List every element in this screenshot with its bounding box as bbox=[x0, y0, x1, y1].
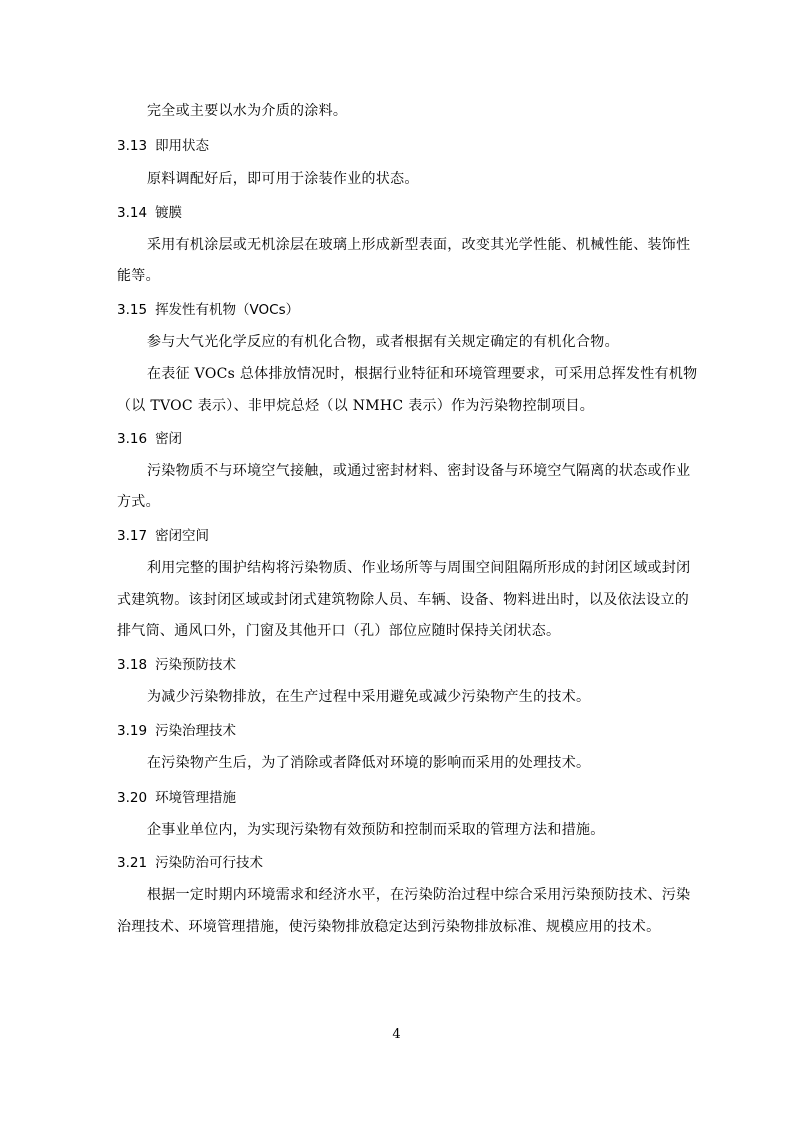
section-term: 污染防治可行技术 bbox=[155, 855, 264, 871]
section-number: 3.17 bbox=[117, 528, 148, 544]
definition-line: 在污染物产生后，为了消除或者降低对环境的影响而采用的处理技术。 bbox=[147, 755, 591, 771]
definition-line: 原料调配好后，即可用于涂装作业的状态。 bbox=[147, 171, 419, 187]
section-number: 3.18 bbox=[117, 657, 148, 673]
definition-line: 企事业单位内，为实现污染物有效预防和控制而采取的管理方法和措施。 bbox=[147, 822, 605, 838]
section-number: 3.19 bbox=[117, 723, 148, 739]
section-number: 3.13 bbox=[117, 138, 148, 154]
definition-line: 根据一定时期内环境需求和经济水平，在污染防治过程中综合采用污染预防技术、污染 bbox=[147, 887, 691, 903]
definition-line: 在表征 VOCs 总体排放情况时，根据行业特征和环境管理要求，可采用总挥发性有机物 bbox=[147, 366, 698, 382]
section-heading-3-20 bbox=[117, 788, 236, 808]
section-number: 3.20 bbox=[117, 790, 148, 806]
section-heading-3-19 bbox=[117, 721, 236, 741]
definition-line: （以 TVOC 表示）、非甲烷总烃（以 NMHC 表示）作为污染物控制项目。 bbox=[117, 398, 595, 414]
definition-line: 采用有机涂层或无机涂层在玻璃上形成新型表面，改变其光学性能、机械性能、装饰性 bbox=[147, 237, 691, 253]
section-heading-3-18 bbox=[117, 655, 236, 675]
definition-line: 方式。 bbox=[117, 494, 160, 510]
continuation-line: 完全或主要以水为介质的涂料。 bbox=[147, 103, 348, 119]
definition-line: 为减少污染物排放，在生产过程中采用避免或减少污染物产生的技术。 bbox=[147, 689, 591, 705]
section-heading-3-14 bbox=[117, 203, 182, 223]
section-term: 镀膜 bbox=[155, 205, 183, 221]
section-heading-3-17 bbox=[117, 526, 209, 546]
section-term: 污染预防技术 bbox=[155, 657, 237, 673]
section-number: 3.21 bbox=[117, 855, 148, 871]
definition-line: 式建筑物。该封闭区域或封闭式建筑物除人员、车辆、设备、物料进出时，以及依法设立的 bbox=[117, 592, 689, 608]
section-heading-3-21 bbox=[117, 853, 263, 873]
section-term: 环境管理措施 bbox=[155, 790, 237, 806]
definition-line: 能等。 bbox=[117, 268, 160, 284]
section-term: 密闭 bbox=[155, 431, 183, 447]
definition-line: 排气筒、通风口外，门窗及其他开口（孔）部位应随时保持关闭状态。 bbox=[117, 623, 561, 639]
section-heading-3-13 bbox=[117, 136, 209, 156]
section-number: 3.15 bbox=[117, 302, 148, 318]
section-number: 3.14 bbox=[117, 205, 148, 221]
section-heading-3-16 bbox=[117, 429, 182, 449]
definition-line: 参与大气光化学反应的有机化合物，或者根据有关规定确定的有机化合物。 bbox=[147, 334, 619, 350]
section-heading-3-15 bbox=[117, 300, 299, 320]
definition-line: 治理技术、环境管理措施，使污染物排放稳定达到污染物排放标准、规模应用的技术。 bbox=[117, 919, 661, 935]
section-term: 密闭空间 bbox=[155, 528, 210, 544]
section-term: 挥发性有机物（VOCs） bbox=[155, 302, 300, 318]
definition-line: 污染物质不与环境空气接触，或通过密封材料、密封设备与环境空气隔离的状态或作业 bbox=[147, 463, 691, 479]
section-term: 污染治理技术 bbox=[155, 723, 237, 739]
definition-line: 利用完整的围护结构将污染物质、作业场所等与周围空间阻隔所形成的封闭区域或封闭 bbox=[147, 560, 691, 576]
section-term: 即用状态 bbox=[155, 138, 210, 154]
page-number: 4 bbox=[392, 1027, 401, 1042]
section-number: 3.16 bbox=[117, 431, 148, 447]
